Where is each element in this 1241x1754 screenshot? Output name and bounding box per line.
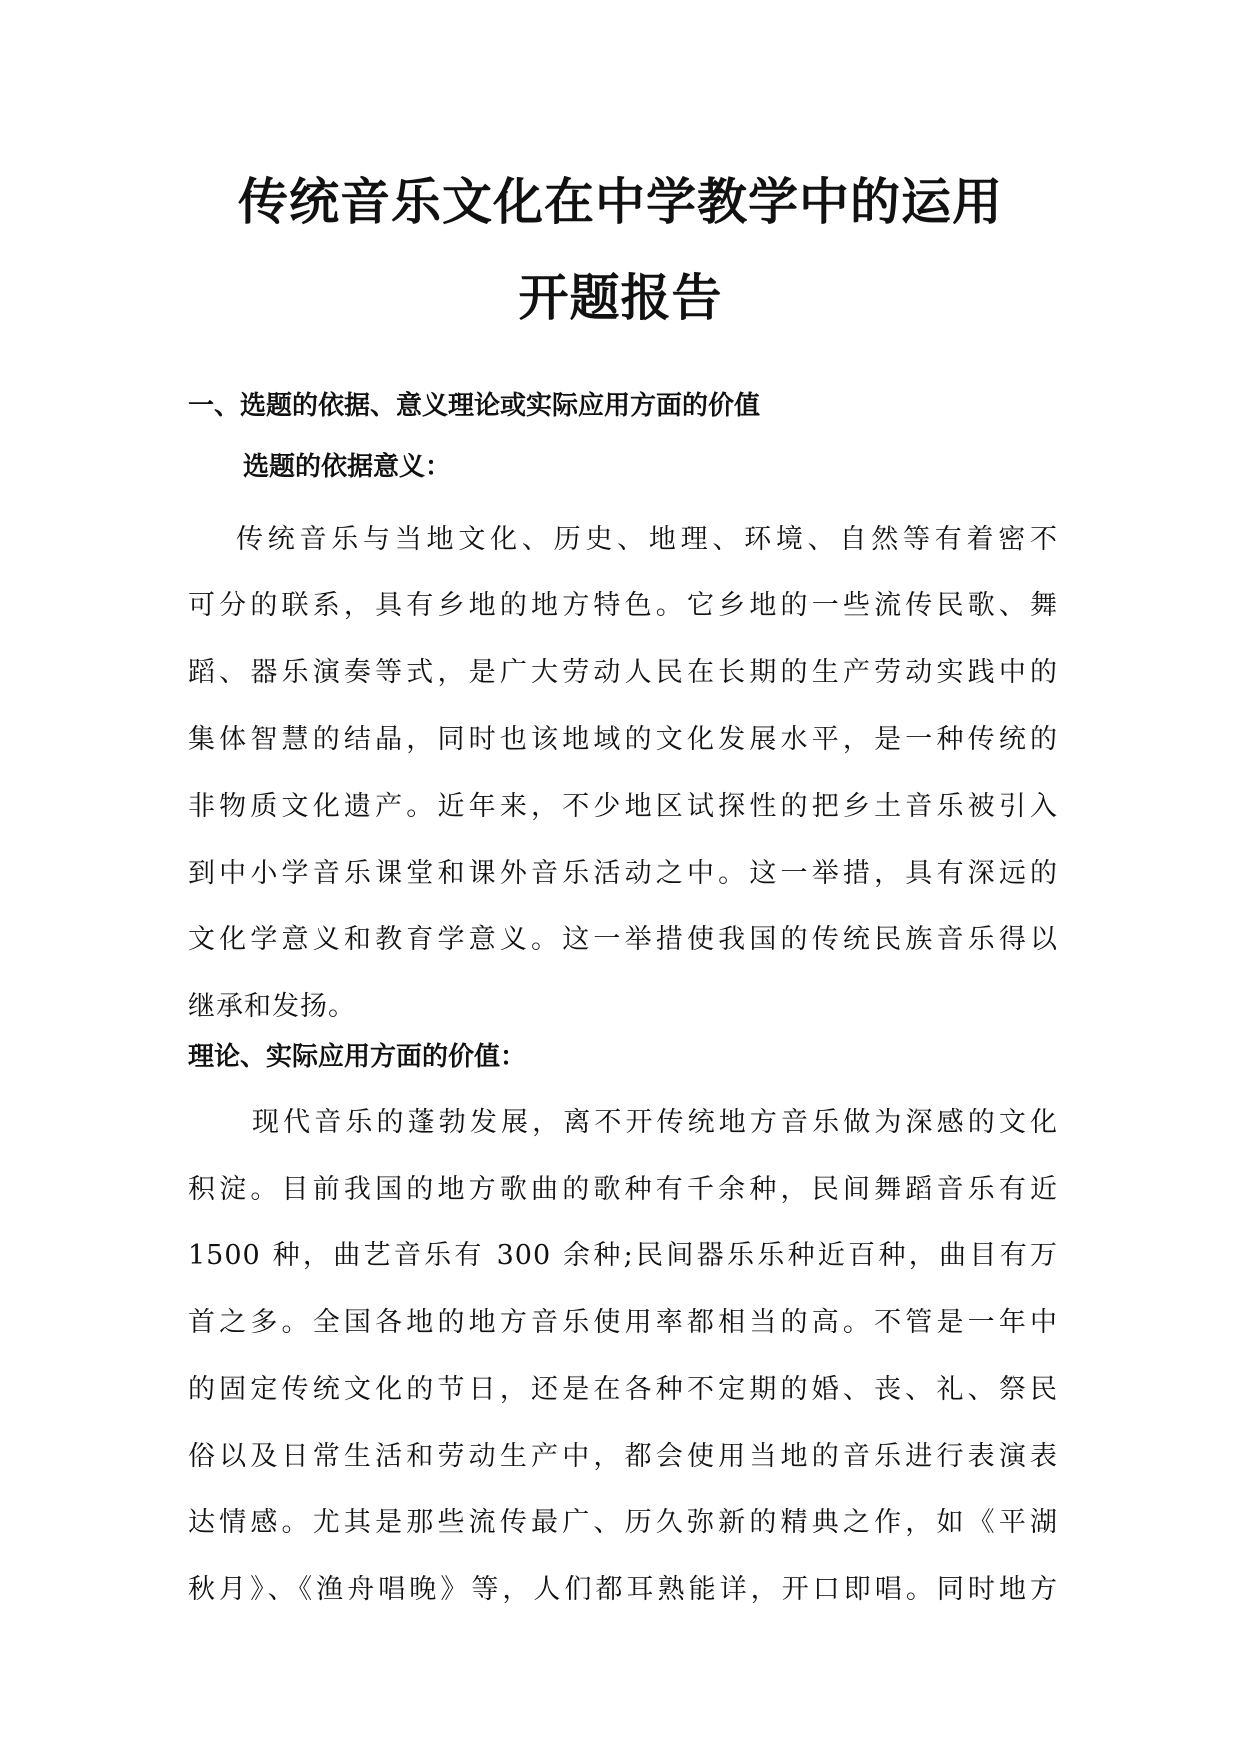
paragraph-line: 达情感。尤其是那些流传最广、历久弥新的精典之作，如《平湖 bbox=[188, 1507, 1058, 1538]
paragraph-line: 积淀。目前我国的地方歌曲的歌种有千余种，民间舞蹈音乐有近 bbox=[188, 1174, 1058, 1205]
paragraph-line: 文化学意义和教育学意义。这一举措使我国的传统民族音乐得以 bbox=[188, 924, 1058, 955]
paragraph-line: 秋月》、《渔舟唱晚》等，人们都耳熟能详，开口即唱。同时地方 bbox=[188, 1574, 1058, 1605]
paragraph-line: 传统音乐与当地文化、历史、地理、环境、自然等有着密不 bbox=[236, 524, 1058, 555]
section-2-heading: 理论、实际应用方面的价值： bbox=[188, 1042, 527, 1072]
paragraph-line: 集体智慧的结晶，同时也该地域的文化发展水平，是一种传统的 bbox=[188, 724, 1058, 755]
section-1-heading: 一、选题的依据、意义理论或实际应用方面的价值 bbox=[188, 391, 761, 421]
paragraph-line: 的固定传统文化的节日，还是在各种不定期的婚、丧、礼、祭民 bbox=[188, 1374, 1058, 1405]
paragraph-line: 非物质文化遗产。近年来，不少地区试探性的把乡土音乐被引入 bbox=[188, 791, 1058, 822]
paragraph-line: 到中小学音乐课堂和课外音乐活动之中。这一举措，具有深远的 bbox=[188, 858, 1058, 889]
paragraph-line: 可分的联系，具有乡地的地方特色。它乡地的一些流传民歌、舞 bbox=[188, 590, 1058, 621]
paragraph-line: 继承和发扬。 bbox=[188, 991, 356, 1022]
paragraph-line: 蹈、器乐演奏等式，是广大劳动人民在长期的生产劳动实践中的 bbox=[188, 657, 1058, 688]
paragraph-line: 现代音乐的蓬勃发展，离不开传统地方音乐做为深感的文化 bbox=[252, 1107, 1058, 1138]
document-title-line-1: 传统音乐文化在中学教学中的运用 bbox=[238, 173, 1003, 231]
section-1-subheading: 选题的依据意义： bbox=[243, 452, 452, 482]
paragraph-line: 首之多。全国各地的地方音乐使用率都相当的高。不管是一年中 bbox=[188, 1307, 1058, 1338]
document-title-line-2: 开题报告 bbox=[518, 269, 723, 327]
paragraph-line: 1500 种，曲艺音乐有 300 余种;民间器乐乐种近百种，曲目有万 bbox=[188, 1240, 1058, 1271]
paragraph-line: 俗以及日常生活和劳动生产中，都会使用当地的音乐进行表演表 bbox=[188, 1441, 1058, 1472]
